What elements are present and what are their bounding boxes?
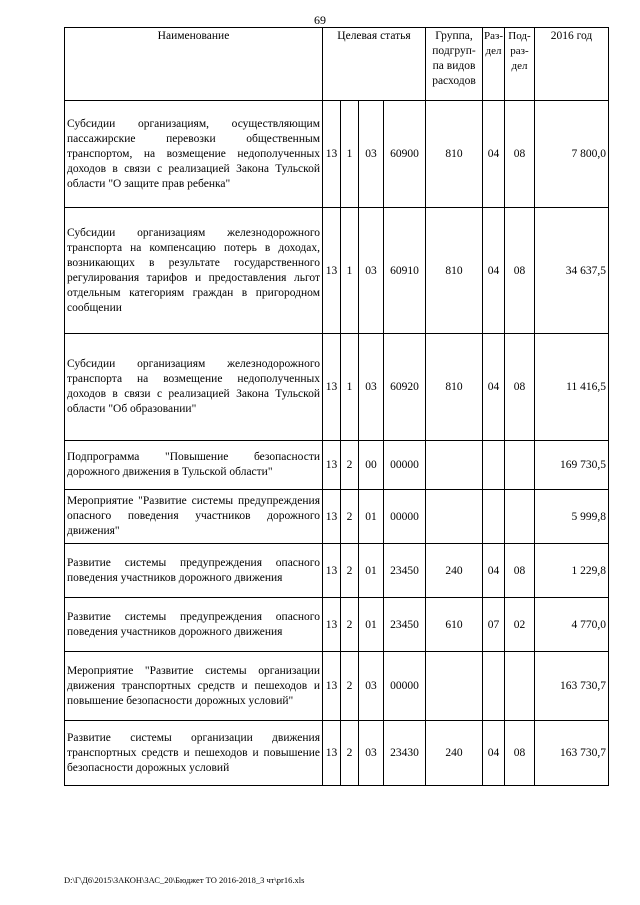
row-code-1: 13	[323, 101, 341, 208]
row-group: 810	[426, 208, 483, 334]
row-code-4: 00000	[384, 441, 426, 490]
row-code-2: 2	[341, 544, 359, 598]
table-row	[65, 544, 609, 598]
row-code-4: 23430	[384, 721, 426, 786]
row-code-1: 13	[323, 721, 341, 786]
row-code-1: 13	[323, 334, 341, 441]
row-code-2: 2	[341, 490, 359, 544]
row-code-2: 1	[341, 101, 359, 208]
row-amount: 4 770,0	[535, 598, 609, 652]
row-subsection: 08	[505, 208, 535, 334]
table-row	[65, 208, 609, 334]
row-code-4: 60900	[384, 101, 426, 208]
table-row	[65, 598, 609, 652]
row-name: Субсидии организациям, осуществляющим пассажирские перевозки общественным транспортом, на возмещение недополученных доходов в связи с реализацией Закона Тульской области "О защите прав ребенка"	[65, 101, 323, 208]
row-section: 04	[483, 334, 505, 441]
row-section: 04	[483, 721, 505, 786]
row-name: Мероприятие "Развитие системы предупреждения опасного поведения участников дорожного движения"	[65, 490, 323, 544]
row-name: Субсидии организациям железнодорожного транспорта на компенсацию потерь в доходах, возникающих в результате государственного регулирования тарифов и предоставления льгот отдельным категориям граждан в пригородном сообщении	[65, 208, 323, 334]
row-group	[426, 652, 483, 721]
row-code-4: 60910	[384, 208, 426, 334]
row-amount: 163 730,7	[535, 652, 609, 721]
row-code-1: 13	[323, 598, 341, 652]
header-section: Раз- дел	[483, 28, 505, 101]
row-name: Развитие системы предупреждения опасного поведения участников дорожного движения	[65, 598, 323, 652]
row-name: Развитие системы организации движения транспортных средств и пешеходов и повышение безопасности дорожных условий	[65, 721, 323, 786]
row-section	[483, 490, 505, 544]
row-code-1: 13	[323, 544, 341, 598]
row-code-4: 23450	[384, 598, 426, 652]
table-row	[65, 490, 609, 544]
row-amount: 34 637,5	[535, 208, 609, 334]
row-name: Развитие системы предупреждения опасного поведения участников дорожного движения	[65, 544, 323, 598]
row-group: 610	[426, 598, 483, 652]
row-subsection	[505, 490, 535, 544]
header-subsection: Под- раз- дел	[505, 28, 535, 101]
row-name: Подпрограмма "Повышение безопасности дорожного движения в Тульской области"	[65, 441, 323, 490]
row-amount: 7 800,0	[535, 101, 609, 208]
row-subsection: 08	[505, 544, 535, 598]
row-code-4: 00000	[384, 490, 426, 544]
table-header-row	[65, 28, 609, 101]
row-code-3: 03	[359, 334, 384, 441]
row-code-1: 13	[323, 652, 341, 721]
row-code-4: 60920	[384, 334, 426, 441]
row-amount: 1 229,8	[535, 544, 609, 598]
row-subsection	[505, 441, 535, 490]
page-number: 69	[314, 13, 326, 27]
row-code-1: 13	[323, 208, 341, 334]
row-code-3: 03	[359, 721, 384, 786]
row-code-1: 13	[323, 441, 341, 490]
row-section: 04	[483, 101, 505, 208]
row-group: 810	[426, 101, 483, 208]
row-amount: 11 416,5	[535, 334, 609, 441]
row-group: 810	[426, 334, 483, 441]
row-code-2: 2	[341, 441, 359, 490]
row-code-3: 03	[359, 101, 384, 208]
table-row	[65, 101, 609, 208]
header-target-article: Целевая статья	[323, 28, 426, 101]
row-code-3: 01	[359, 544, 384, 598]
row-name: Мероприятие "Развитие системы организации движения транспортных средств и пешеходов и повышение безопасности дорожных условий"	[65, 652, 323, 721]
row-amount: 5 999,8	[535, 490, 609, 544]
table-row	[65, 652, 609, 721]
row-code-2: 2	[341, 652, 359, 721]
row-group	[426, 490, 483, 544]
row-code-2: 1	[341, 208, 359, 334]
row-subsection	[505, 652, 535, 721]
row-code-3: 01	[359, 490, 384, 544]
header-year: 2016 год	[535, 28, 609, 101]
row-name: Субсидии организациям железнодорожного транспорта на возмещение недополученных доходов в связи с реализацией Закона Тульской области "Об образовании"	[65, 334, 323, 441]
row-code-3: 00	[359, 441, 384, 490]
row-code-4: 00000	[384, 652, 426, 721]
budget-table	[64, 27, 609, 786]
row-section: 04	[483, 208, 505, 334]
row-group: 240	[426, 544, 483, 598]
header-expense-group: Группа, подгруп- па видов расходов	[426, 28, 483, 101]
row-subsection: 08	[505, 721, 535, 786]
header-name: Наименование	[65, 28, 323, 101]
table-row	[65, 441, 609, 490]
row-amount: 169 730,5	[535, 441, 609, 490]
row-group: 240	[426, 721, 483, 786]
row-code-4: 23450	[384, 544, 426, 598]
row-section	[483, 441, 505, 490]
row-amount: 163 730,7	[535, 721, 609, 786]
row-code-1: 13	[323, 490, 341, 544]
row-code-2: 2	[341, 598, 359, 652]
row-code-2: 2	[341, 721, 359, 786]
row-group	[426, 441, 483, 490]
row-code-2: 1	[341, 334, 359, 441]
row-code-3: 01	[359, 598, 384, 652]
row-subsection: 02	[505, 598, 535, 652]
table-row	[65, 334, 609, 441]
table-row	[65, 721, 609, 786]
row-section	[483, 652, 505, 721]
row-code-3: 03	[359, 208, 384, 334]
row-section: 07	[483, 598, 505, 652]
row-subsection: 08	[505, 334, 535, 441]
row-subsection: 08	[505, 101, 535, 208]
row-section: 04	[483, 544, 505, 598]
file-path-footer: D:\Г\Д6\2015\ЗАКОН\ЗАС_20\Бюджет ТО 2016-2018_3 чт\pr16.xls	[64, 875, 305, 885]
row-code-3: 03	[359, 652, 384, 721]
